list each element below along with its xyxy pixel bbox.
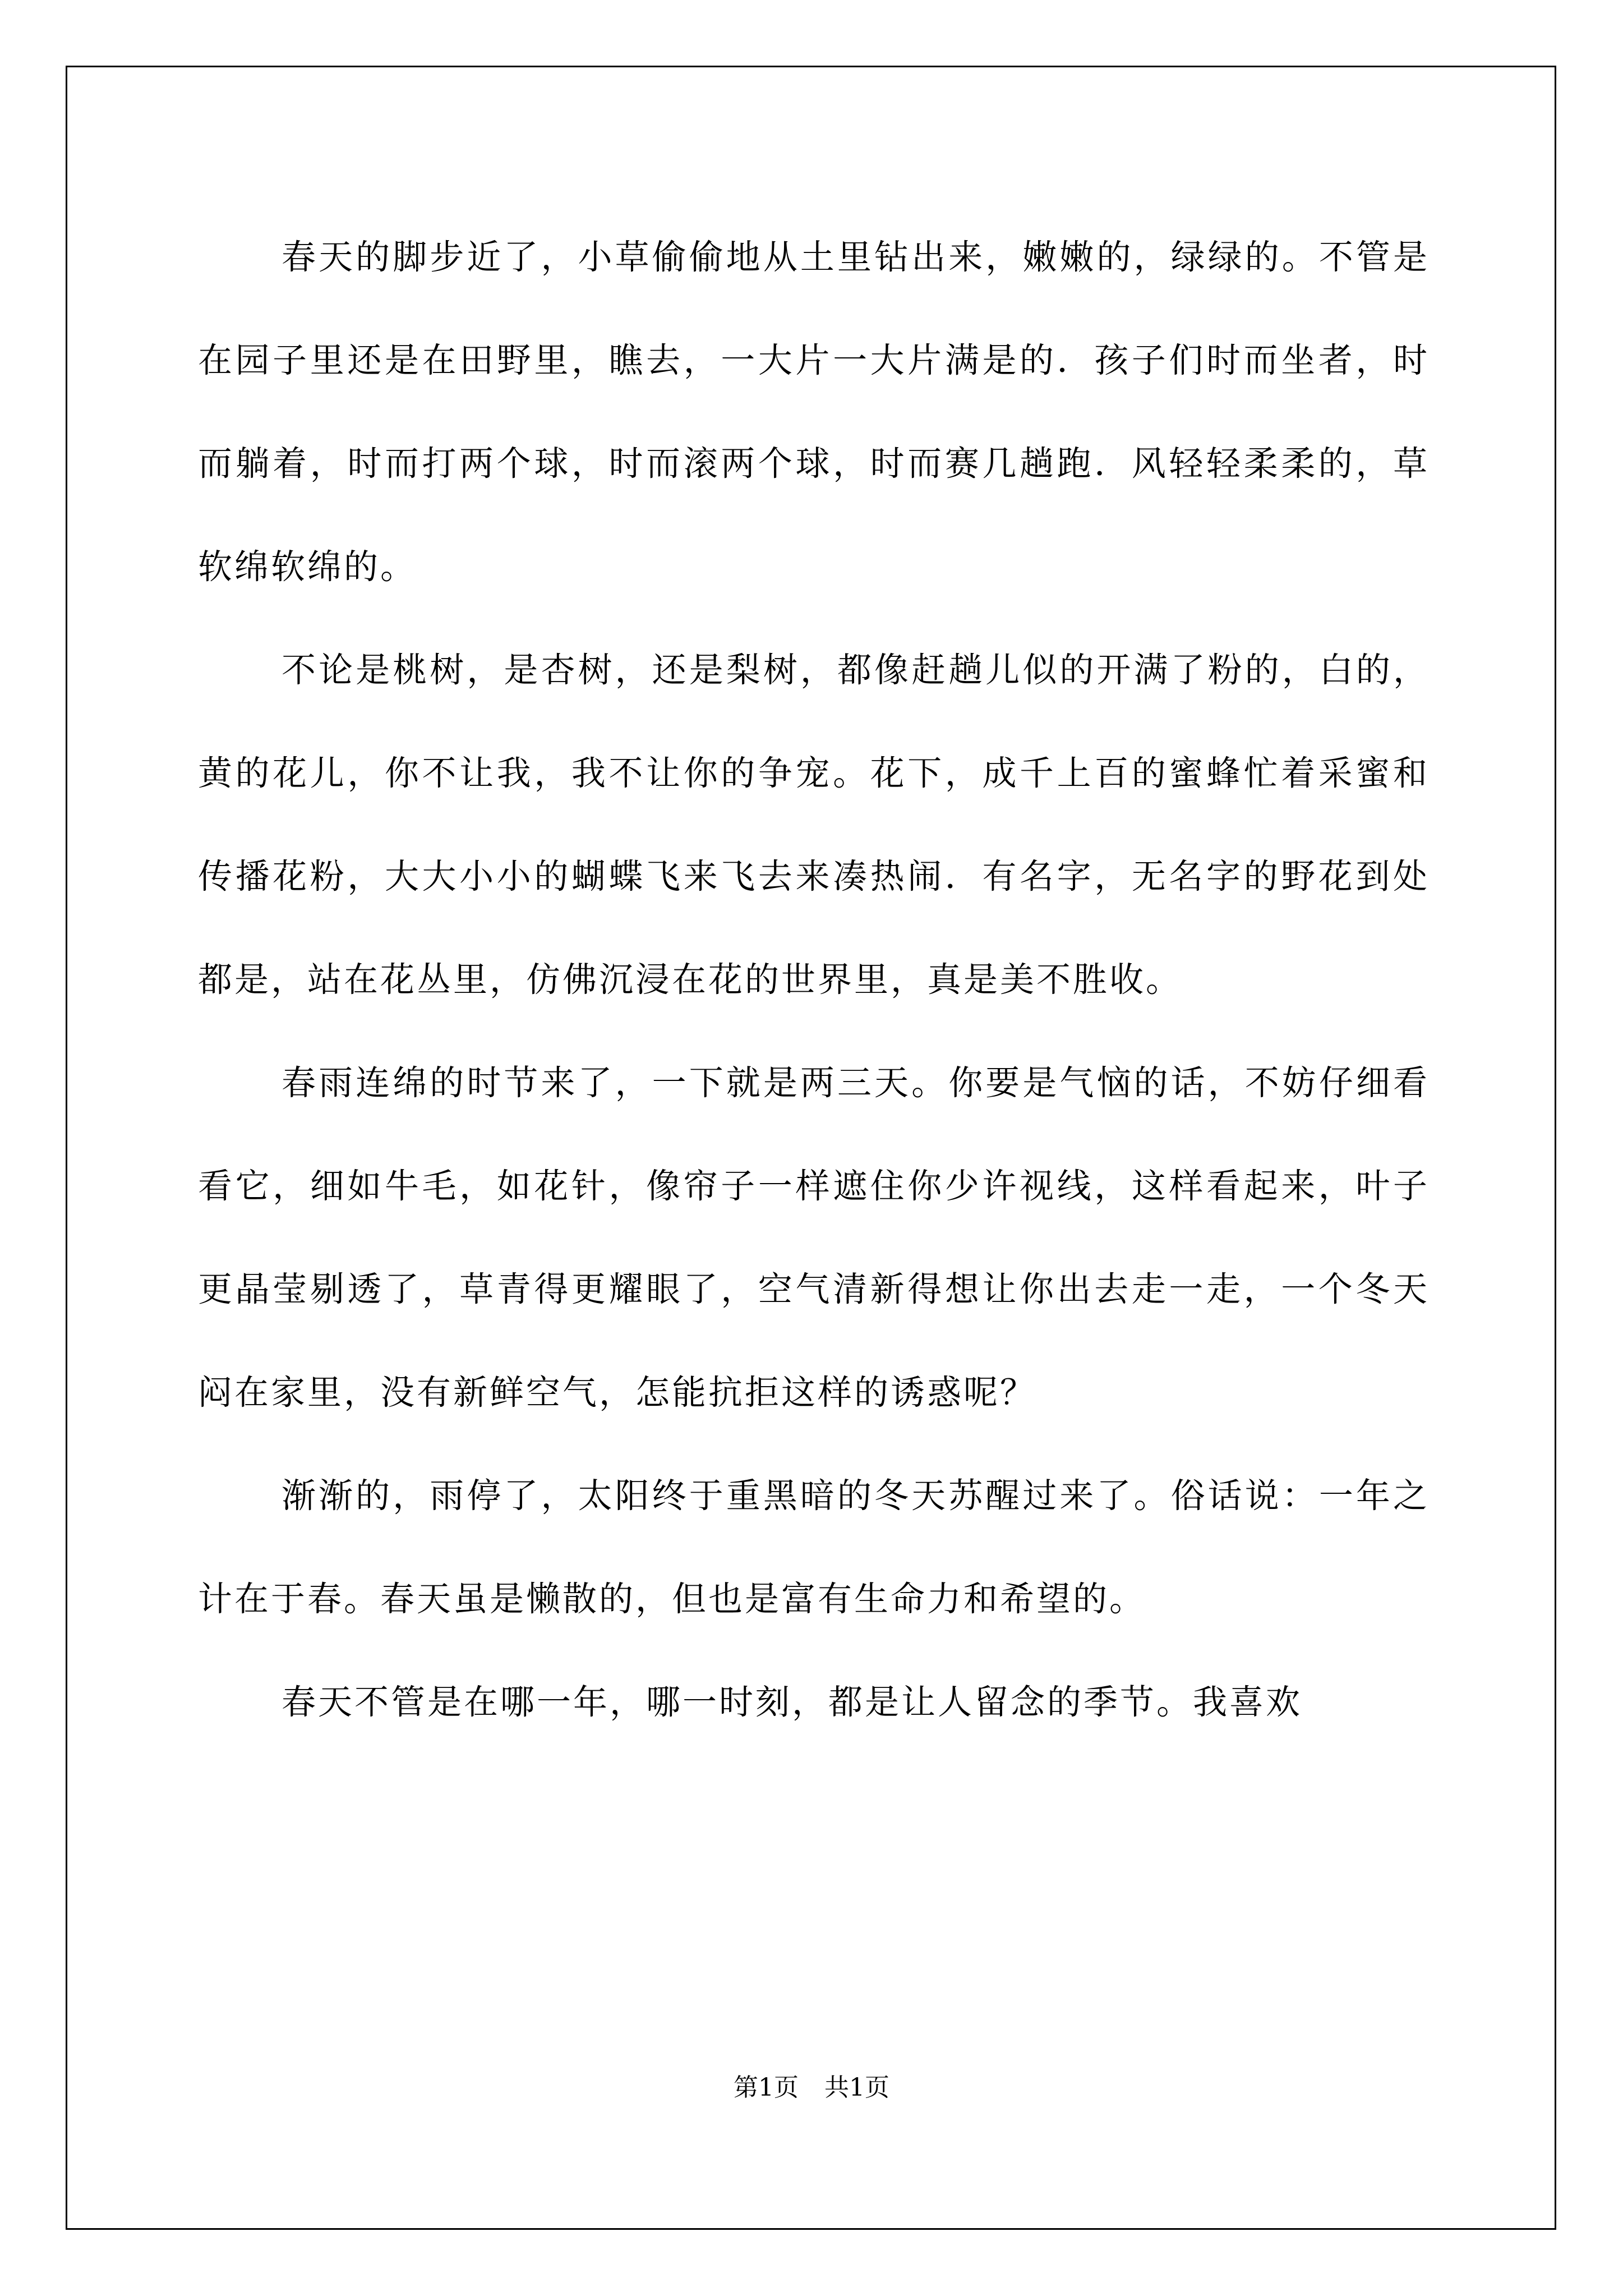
paragraph-5: 春天不管是在哪一年，哪一时刻，都是让人留念的季节。我喜欢 (282, 1682, 1303, 1722)
page-number-total: 共1页 (824, 2073, 889, 2102)
document-body (198, 206, 1430, 1754)
page-number-current: 第1页 (734, 2073, 799, 2102)
paragraph-1: 春天的脚步近了，小草偷偷地从土里钻出来，嫩嫩的，绿绿的。不管是在园子里还是在田野里，瞧去，一大片一大片满是的．孩子们时而坐者，时而躺着，时而打两个球，时而滚两个球，时而赛几趟跑．风轻轻柔柔的，草软绵软绵的。 (198, 237, 1430, 587)
paragraph-4: 渐渐的，雨停了，太阳终于重黑暗的冬天苏醒过来了。俗话说：一年之计在于春。春天虽是懒散的，但也是富有生命力和希望的。 (198, 1476, 1430, 1619)
paragraph-3: 春雨连绵的时节来了，一下就是两三天。你要是气恼的话，不妨仔细看看它，细如牛毛，如花针，像帘子一样遮住你少许视线，这样看起来，叶子更晶莹剔透了，草青得更耀眼了，空气清新得想让你出去走一走，一个冬天闷在家里，没有新鲜空气，怎能抗拒这样的诱惑呢？ (198, 1063, 1430, 1412)
page-footer (0, 2071, 1623, 2105)
paragraph-2: 不论是桃树，是杏树，还是梨树，都像赶趟儿似的开满了粉的，白的，黄的花儿，你不让我，我不让你的争宠。花下，成千上百的蜜蜂忙着采蜜和传播花粉，大大小小的蝴蝶飞来飞去来凑热闹．有名字，无名字的野花到处都是，站在花丛里，仿佛沉浸在花的世界里，真是美不胜收。 (198, 650, 1430, 1000)
